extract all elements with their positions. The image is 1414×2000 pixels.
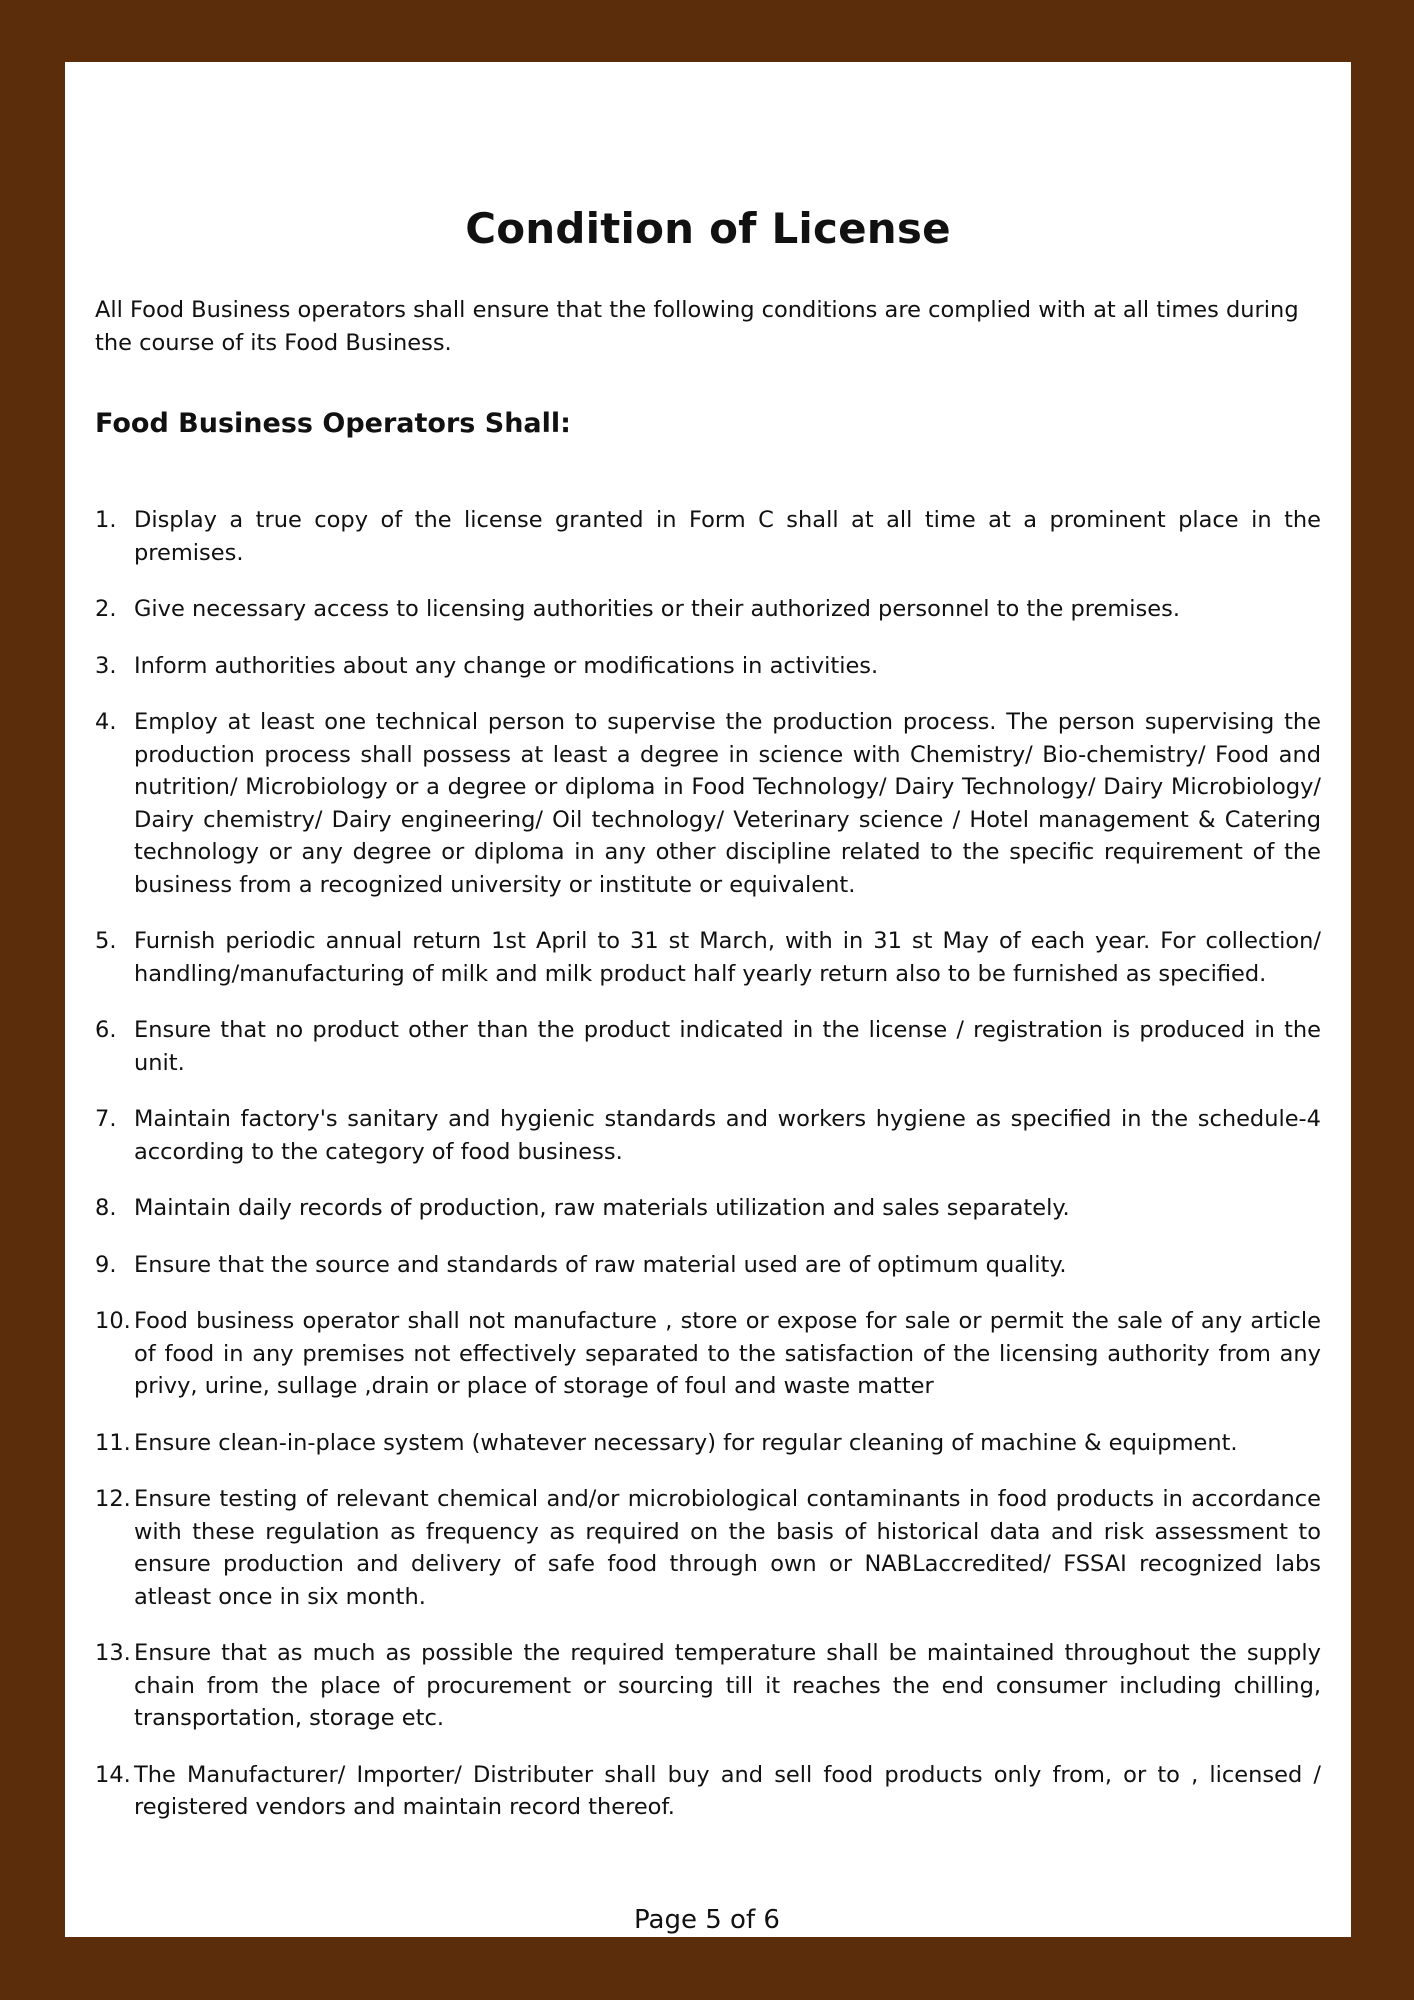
condition-text: Employ at least one technical person to supervise the production process. The person supervising the production process shall possess at least a degree in science with Chemistry/ Bio-chemistry/ Food and nutrition/ Microbiology or a degree or diploma in Food Technology/ Dairy Technology/ Dairy Microbiology/ Dairy chemistry/ Dairy engineering/ Oil technology/ Veterinary science / Hotel management & Catering technology or any degree or diploma in any other discipline related to the specific requirement of the business from a recognized university or institute or equivalent. bbox=[134, 709, 1321, 898]
condition-item bbox=[95, 1759, 1321, 1824]
condition-text: Give necessary access to licensing authorities or their authorized personnel to the premises. bbox=[134, 596, 1180, 622]
conditions-list bbox=[95, 504, 1321, 1848]
condition-number: 11. bbox=[95, 1429, 131, 1456]
condition-text: Maintain daily records of production, raw materials utilization and sales separately. bbox=[134, 1195, 1070, 1221]
condition-item bbox=[95, 1305, 1321, 1403]
condition-item bbox=[95, 1192, 1321, 1225]
condition-text: Furnish periodic annual return 1st April to 31 st March, with in 31 st May of each year. For collection/ handling/manufacturing of milk and milk product half yearly return also to be furnished as specified. bbox=[134, 928, 1321, 987]
condition-text: Ensure clean-in-place system (whatever necessary) for regular cleaning of machine & equipment. bbox=[134, 1429, 1238, 1456]
condition-item bbox=[95, 650, 1321, 683]
page-number: Page 5 of 6 bbox=[634, 1905, 780, 1935]
condition-number: 4. bbox=[95, 709, 117, 735]
condition-item bbox=[95, 706, 1321, 901]
condition-text: Ensure that as much as possible the required temperature shall be maintained throughout the supply chain from the place of procurement or sourcing till it reaches the end consumer including chilling, transportation, storage etc. bbox=[134, 1640, 1321, 1731]
condition-text: Ensure that no product other than the product indicated in the license / registration is produced in the unit. bbox=[134, 1017, 1321, 1076]
document-page bbox=[65, 62, 1351, 1937]
condition-number: 5. bbox=[95, 928, 117, 954]
condition-number: 12. bbox=[95, 1486, 131, 1512]
condition-text: The Manufacturer/ Importer/ Distributer shall buy and sell food products only from, or to , licensed / registered vendors and maintain record thereof. bbox=[134, 1761, 1321, 1820]
condition-number: 9. bbox=[95, 1251, 117, 1278]
condition-item bbox=[95, 925, 1321, 990]
intro-paragraph: All Food Business operators shall ensure that the following conditions are complied with at all times during the course of its Food Business. bbox=[95, 297, 1299, 356]
condition-number: 3. bbox=[95, 652, 117, 679]
condition-number: 10. bbox=[95, 1308, 131, 1334]
condition-text: Ensure testing of relevant chemical and/or microbiological contaminants in food products in accordance with these regulation as frequency as required on the basis of historical data and risk assessment to ensure production and delivery of safe food through own or NABLaccredited/ FSSAI recognized labs atleast once in six month. bbox=[134, 1486, 1321, 1610]
condition-number: 2. bbox=[95, 596, 117, 622]
condition-item bbox=[95, 593, 1321, 626]
condition-item bbox=[95, 1103, 1321, 1168]
condition-text: Food business operator shall not manufacture , store or expose for sale or permit the sale of any article of food in any premises not effectively separated to the satisfaction of the licensing authority from any privy, urine, sullage ,drain or place of storage of foul and waste matter bbox=[134, 1308, 1321, 1399]
condition-item bbox=[95, 1249, 1321, 1282]
page-border-bottom bbox=[0, 1937, 1414, 2000]
condition-number: 1. bbox=[95, 507, 117, 533]
condition-number: 6. bbox=[95, 1017, 117, 1043]
condition-text: Inform authorities about any change or modifications in activities. bbox=[134, 652, 879, 679]
condition-text: Maintain factory's sanitary and hygienic standards and workers hygiene as specified in the schedule-4 according to the category of food business. bbox=[134, 1106, 1321, 1165]
condition-item bbox=[95, 1427, 1321, 1460]
condition-number: 7. bbox=[95, 1106, 117, 1132]
condition-item bbox=[95, 1014, 1321, 1079]
condition-text: Ensure that the source and standards of raw material used are of optimum quality. bbox=[134, 1251, 1067, 1278]
page-title: Condition of License bbox=[465, 204, 951, 253]
condition-item bbox=[95, 1637, 1321, 1735]
condition-number: 8. bbox=[95, 1195, 117, 1221]
condition-text: Display a true copy of the license granted in Form C shall at all time at a prominent place in the premises. bbox=[134, 507, 1321, 566]
condition-item bbox=[95, 504, 1321, 569]
condition-item bbox=[95, 1483, 1321, 1613]
condition-number: 14. bbox=[95, 1761, 131, 1788]
condition-number: 13. bbox=[95, 1640, 131, 1666]
section-heading: Food Business Operators Shall: bbox=[95, 408, 571, 439]
